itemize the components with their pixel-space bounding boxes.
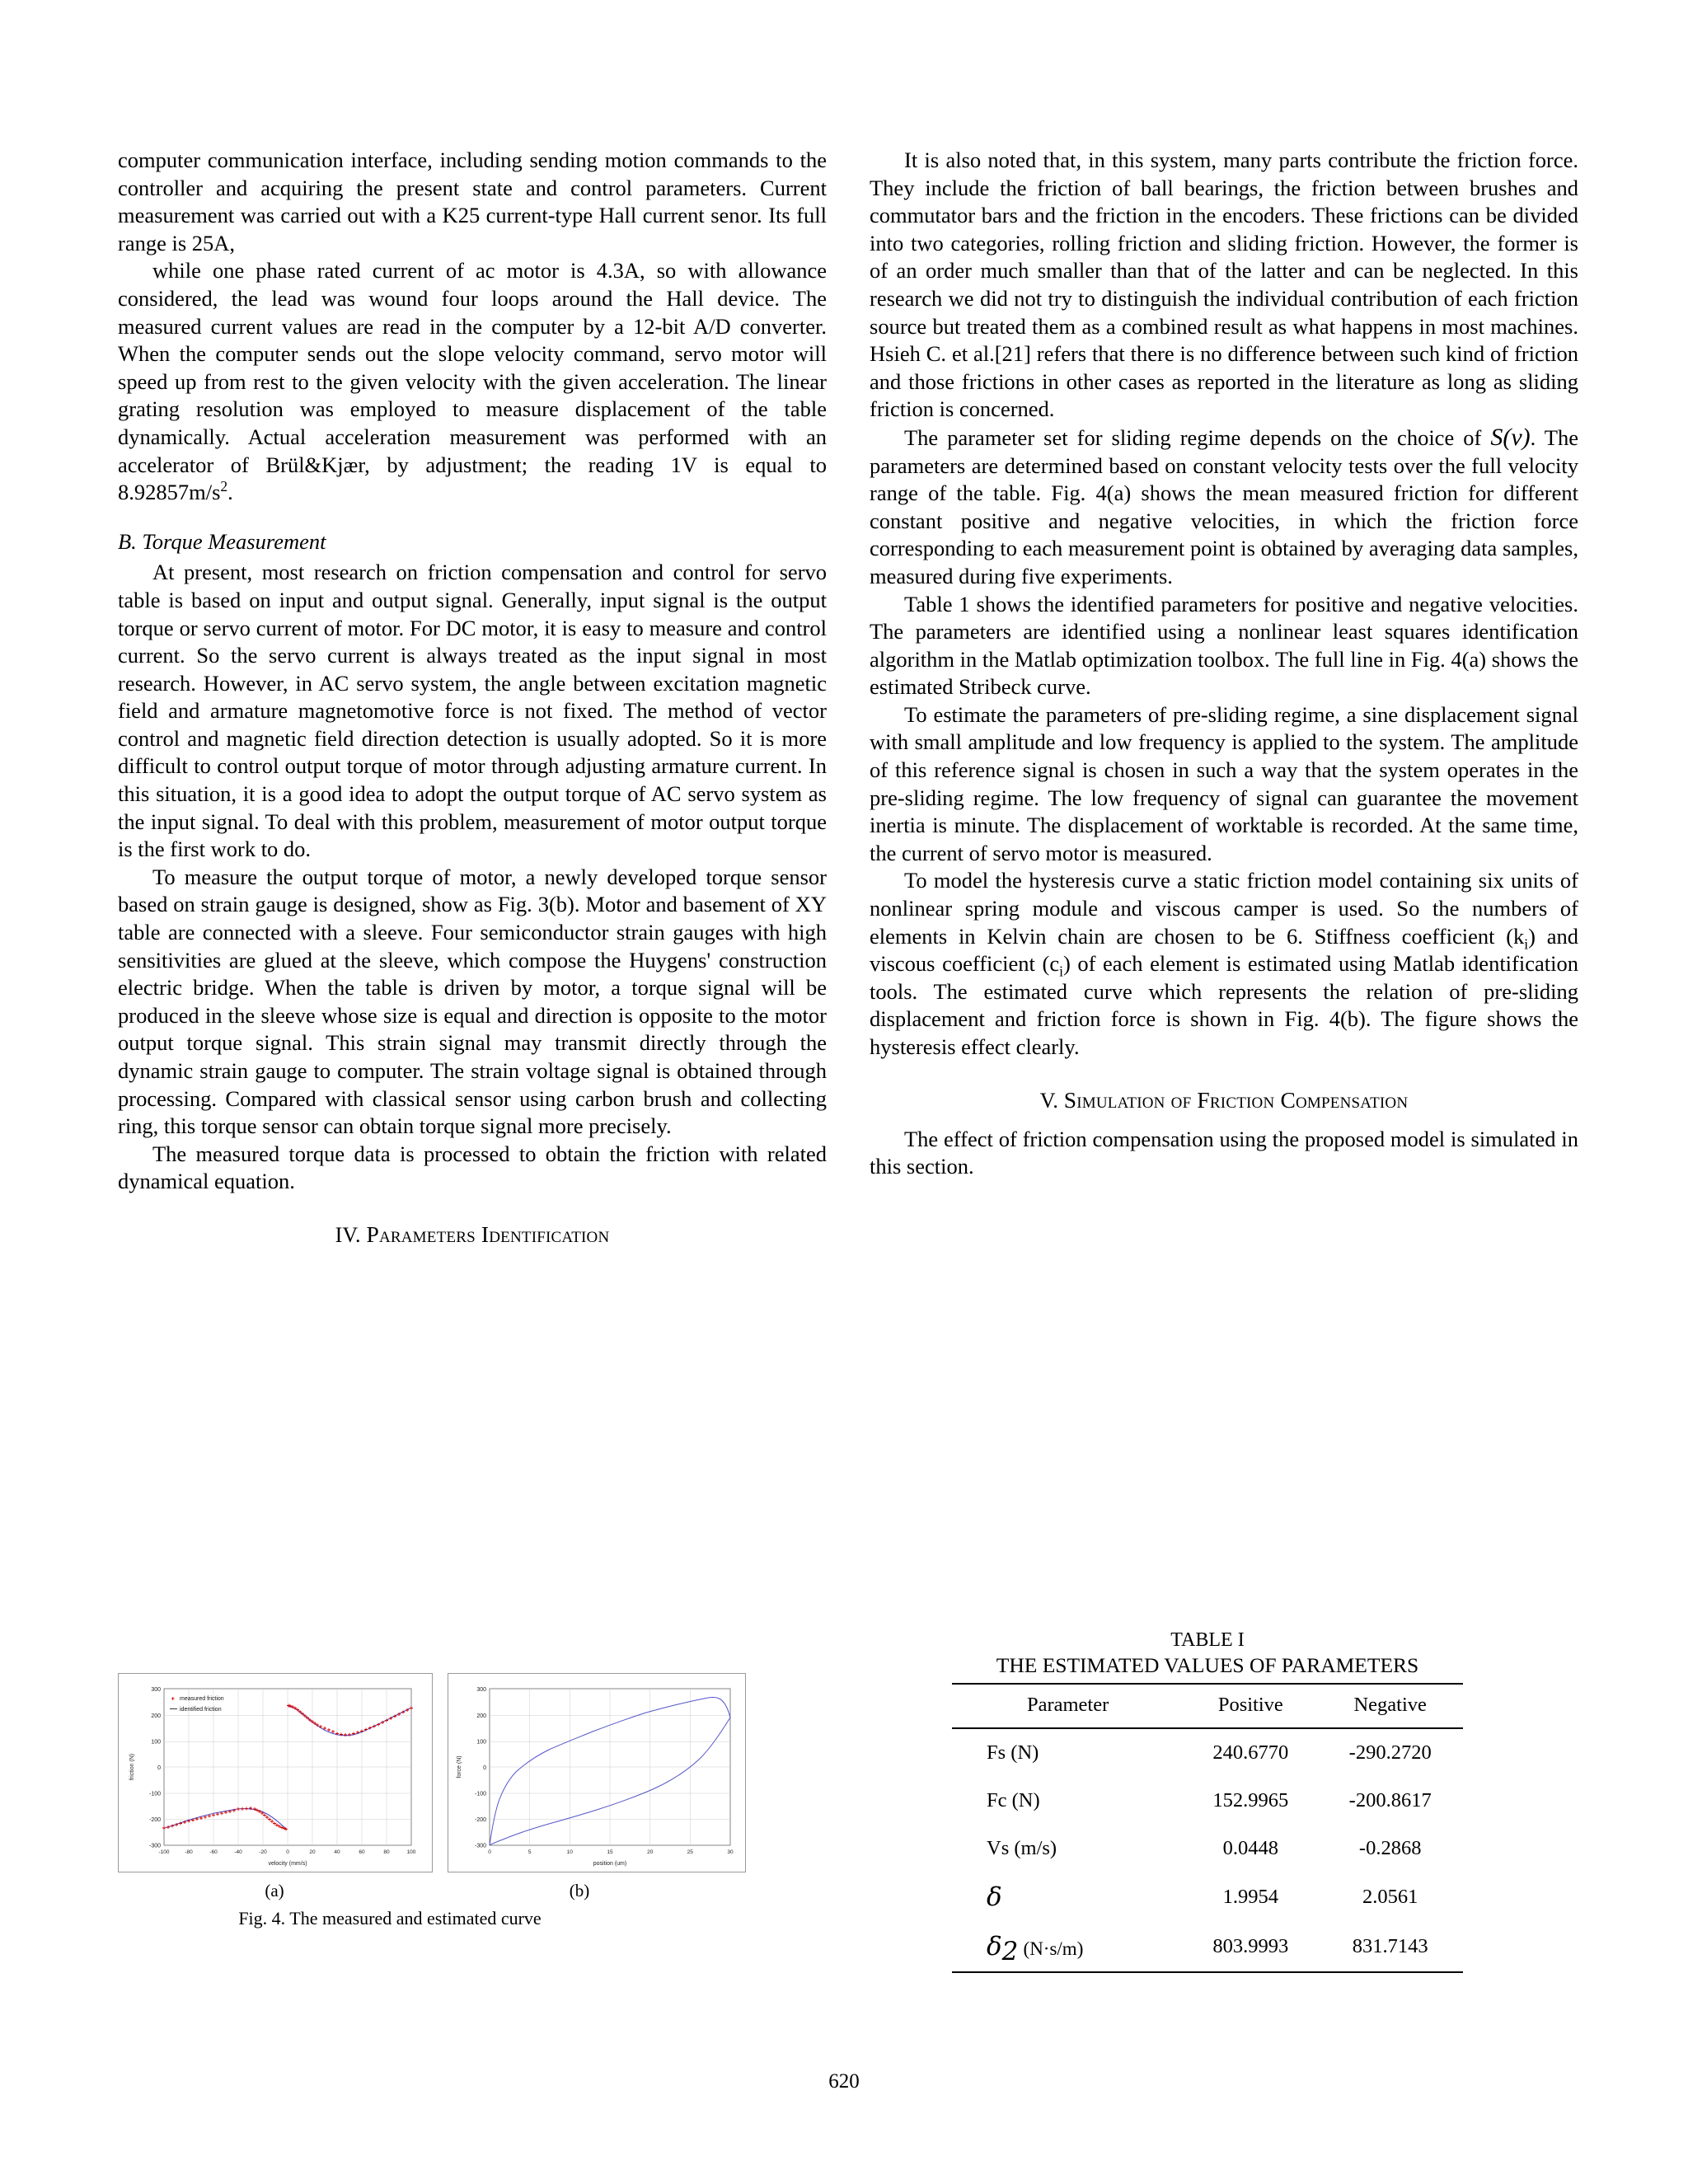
column-header-positive: Positive bbox=[1217, 1694, 1283, 1716]
table-body bbox=[952, 1728, 1463, 1972]
figure-4 bbox=[118, 1673, 827, 1929]
cell-parameter: Vs (m/s) bbox=[987, 1837, 1057, 1859]
parameters-table bbox=[952, 1683, 1463, 1973]
cell-positive: 0.0448 bbox=[1222, 1837, 1279, 1859]
subscript-i: i bbox=[1524, 935, 1529, 952]
paragraph-text: while one phase rated current of ac motor is 4.3A, so with allowance considered, the lead was wound four loops around the Hall device. The measured current values are read in the computer by a 12-bit A/D converter. When the computer sends out the slope velocity command, servo motor will speed up from rest to the given velocity with the given acceleration. The linear grating resolution was employed to measure displacement of the table dynamically. Actual acceleration measurement was performed with an accelerator of Brül&Kjær, by adjustment; the reading 1V is equal to 8.92857m/s bbox=[118, 258, 827, 505]
math-paragraph-after: . The parameters are determined based on constant velocity tests over the full velocity range of the table. Fig. 4(a) shows the mean measured friction for different constant positive and negative velocities, in which the friction force corresponding to each measurement point is obtained by averaging data samples, measured during five experiments. bbox=[870, 424, 1578, 588]
kelvin-part1: To model the hysteresis curve a static friction model containing six units of nonlinear spring module and viscous camper is used. So the numbers of elements in Kelvin chain are chosen to be 6. Stiffness coefficient (k bbox=[870, 868, 1578, 949]
table-row bbox=[952, 1728, 1463, 1777]
delta-subscript: 2 bbox=[1001, 1936, 1019, 1966]
svg-text:80: 80 bbox=[383, 1849, 390, 1855]
svg-text:15: 15 bbox=[607, 1849, 613, 1855]
cell-parameter-delta bbox=[952, 1872, 1184, 1922]
svg-text:60: 60 bbox=[359, 1849, 365, 1855]
table-subtitle: THE ESTIMATED VALUES OF PARAMETERS bbox=[996, 1653, 1419, 1677]
svg-text:30: 30 bbox=[727, 1849, 734, 1855]
svg-text:100: 100 bbox=[151, 1739, 161, 1746]
svg-text:0: 0 bbox=[483, 1765, 486, 1771]
cell-positive: 803.9993 bbox=[1212, 1935, 1289, 1957]
cell-negative: 2.0561 bbox=[1362, 1886, 1418, 1908]
cell-negative: 831.7143 bbox=[1352, 1935, 1428, 1957]
svg-text:-20: -20 bbox=[259, 1849, 267, 1855]
chart-fig4a bbox=[118, 1673, 433, 1872]
two-column-body bbox=[118, 147, 1578, 1260]
cell-parameter: Fs (N) bbox=[987, 1741, 1039, 1764]
svg-text:-200: -200 bbox=[474, 1817, 486, 1823]
figure-caption: Fig. 4. The measured and estimated curve bbox=[238, 1908, 542, 1929]
table-row bbox=[952, 1872, 1463, 1922]
section-heading-iv bbox=[118, 1221, 827, 1249]
cell-positive: 240.6770 bbox=[1212, 1741, 1289, 1764]
section-heading-v bbox=[870, 1086, 1578, 1114]
figure-sublabel-a: (a) bbox=[265, 1881, 284, 1900]
delta-unit: (N·s/m) bbox=[1023, 1938, 1084, 1959]
svg-text:-100: -100 bbox=[148, 1791, 161, 1797]
svg-text:-200: -200 bbox=[148, 1817, 161, 1823]
svg-text:10: 10 bbox=[566, 1849, 573, 1855]
chart-fig4b-svg bbox=[448, 1674, 745, 1872]
table-row bbox=[952, 1922, 1463, 1972]
paragraph-kelvin bbox=[870, 867, 1578, 1061]
table-1-block bbox=[952, 1628, 1463, 1973]
section-title: Parameters Identification bbox=[366, 1221, 610, 1247]
subsection-heading-b: B. Torque Measurement bbox=[118, 528, 326, 554]
svg-text:40: 40 bbox=[334, 1849, 340, 1855]
svg-text:100: 100 bbox=[476, 1739, 486, 1746]
svg-text:300: 300 bbox=[151, 1687, 161, 1693]
table-header bbox=[952, 1684, 1463, 1728]
svg-text:100: 100 bbox=[406, 1849, 416, 1855]
cell-positive: 152.9965 bbox=[1212, 1789, 1289, 1811]
paragraph: To estimate the parameters of pre-sliding regime, a sine displacement signal with small amplitude and low frequency is applied to the system. The amplitude of this reference signal is chosen in such a way that the system operates in the pre-sliding regime. The low frequency of signal can guarantee the movement inertia is minute. The displacement of worktable is recorded. At the same time, the current of servo motor is measured. bbox=[870, 701, 1578, 865]
figure-sublabel-b: (b) bbox=[569, 1881, 590, 1900]
svg-text:5: 5 bbox=[528, 1849, 532, 1855]
figure-sublabels bbox=[118, 1881, 827, 1901]
svg-text:0: 0 bbox=[488, 1849, 491, 1855]
svg-text:-40: -40 bbox=[234, 1849, 242, 1855]
svg-text:-80: -80 bbox=[185, 1849, 193, 1855]
math-paragraph-before: The parameter set for sliding regime depends on the choice of bbox=[904, 424, 1491, 450]
paragraph: To measure the output torque of motor, a newly developed torque sensor based on strain gauge is designed, show as Fig. 3(b). Motor and basement of XY table are connected with a sleeve. Four semiconductor strain gauges with high sensitivities are glued at the sleeve, which compose the Huygens' construction electric bridge. When the table is driven by motor, a torque signal will be produced in the sleeve whose size is equal and direction is opposite to the motor output torque signal. This strain signal may transmit directly through the dynamic strain gauge to computer. The strain voltage signal is obtained through processing. Compared with classical sensor using carbon brush and collecting ring, this torque sensor can obtain torque signal more precisely. bbox=[118, 864, 827, 1139]
page-number: 620 bbox=[828, 2070, 860, 2093]
svg-text:-100: -100 bbox=[474, 1791, 486, 1797]
cell-positive: 1.9954 bbox=[1222, 1886, 1279, 1908]
paragraph: Table 1 shows the identified parameters for positive and negative velocities. The parameters are identified using a nonlinear least squares identification algorithm in the Matlab optimization toolbox. The full line in Fig. 4(a) shows the estimated Stribeck curve. bbox=[870, 591, 1578, 700]
column-header-parameter: Parameter bbox=[1026, 1694, 1109, 1716]
cell-negative: -0.2868 bbox=[1358, 1837, 1422, 1859]
left-column bbox=[118, 147, 827, 1260]
table-row bbox=[952, 1825, 1463, 1872]
table-header-row bbox=[952, 1684, 1463, 1728]
svg-text:200: 200 bbox=[151, 1713, 161, 1719]
svg-text:20: 20 bbox=[647, 1849, 654, 1855]
paragraph: The measured torque data is processed to obtain the friction with related dynamical equation. bbox=[118, 1141, 827, 1194]
chart-fig4b-ylabel: force (N) bbox=[457, 1755, 462, 1779]
delta-symbol: δ bbox=[987, 1932, 1002, 1961]
svg-text:0: 0 bbox=[286, 1849, 289, 1855]
subscript-i: i bbox=[1059, 963, 1063, 980]
svg-text:300: 300 bbox=[476, 1687, 486, 1693]
paragraph: computer communication interface, including sending motion commands to the controller and acquiring the present state and control parameters. Current measurement was carried out with a K25 current-type Hall current senor. Its full range is 25A, bbox=[118, 148, 827, 255]
chart-fig4a-ylabel: friction (N) bbox=[129, 1753, 135, 1781]
chart-fig4b-xlabel: position (um) bbox=[593, 1861, 627, 1867]
table-title: TABLE I bbox=[1170, 1629, 1245, 1651]
svg-text:-300: -300 bbox=[474, 1843, 486, 1849]
svg-text:200: 200 bbox=[476, 1713, 486, 1719]
legend-label-measured: measured friction bbox=[180, 1696, 224, 1702]
chart-fig4a-xlabel: velocity (mm/s) bbox=[268, 1861, 307, 1867]
chart-fig4b bbox=[448, 1673, 746, 1872]
paragraph: It is also noted that, in this system, many parts contribute the friction force. They include the friction of ball bearings, the friction between brushes and commutator bars and the friction in the encoders. These frictions can be divided into two categories, rolling friction and sliding friction. However, the former is of an order much smaller than that of the latter and can be neglected. In this research we did not try to distinguish the individual contribution of each friction source but treated them as a combined result as what happens in most machines. Hsieh C. et al.[21] refers that there is no difference between such kind of friction and those frictions in other cases as reported in the literature as long as sliding friction is concerned. bbox=[870, 148, 1578, 422]
section-title: Simulation of Friction Compensation bbox=[1063, 1086, 1409, 1113]
svg-text:20: 20 bbox=[309, 1849, 316, 1855]
chart-fig4a-svg bbox=[119, 1674, 432, 1872]
kelvin-part2: ) and viscous coefficient (c bbox=[870, 923, 1578, 977]
cell-negative: -200.8617 bbox=[1348, 1789, 1432, 1811]
svg-text:-300: -300 bbox=[148, 1843, 161, 1849]
section-number: V. bbox=[1039, 1088, 1059, 1113]
superscript: 2 bbox=[220, 478, 228, 495]
section-number: IV. bbox=[335, 1222, 361, 1247]
figure-row bbox=[118, 1673, 827, 1872]
delta-symbol: δ bbox=[987, 1882, 1002, 1912]
table-row bbox=[952, 1777, 1463, 1825]
paragraph-tail: . bbox=[227, 480, 233, 505]
column-header-negative: Negative bbox=[1353, 1694, 1427, 1716]
paragraph: At present, most research on friction compensation and control for servo table is based on input and output signal. Generally, input signal is the output torque or servo current of motor. For DC motor, it is easy to measure and control current. So the servo current is always treated as the input signal in most research. However, in AC servo system, the angle between excitation magnetic field and armature magnetomotive force is not fixed. The method of vector control and magnetic field direction detection is usually adopted. So it is more difficult to control output torque of motor through adjusting armature current. In this situation, it is a good idea to adopt the output torque of AC servo system as the input signal. To deal with this problem, measurement of motor output torque is the first work to do. bbox=[118, 560, 827, 862]
svg-text:-60: -60 bbox=[209, 1849, 218, 1855]
cell-negative: -290.2720 bbox=[1348, 1741, 1432, 1764]
inline-math-s-of-v: S(v) bbox=[1490, 423, 1531, 451]
kelvin-part3: ) of each element is estimated using Matlab identification tools. The estimated curve which represents the relation of pre-sliding displacement and friction force is shown in Fig. 4(b). The figure shows the hysteresis effect clearly. bbox=[870, 951, 1578, 1059]
svg-text:-100: -100 bbox=[158, 1849, 170, 1855]
paragraph: The effect of friction compensation using the proposed model is simulated in this section. bbox=[870, 1126, 1578, 1179]
svg-text:0: 0 bbox=[157, 1765, 161, 1771]
right-column bbox=[870, 147, 1578, 1260]
cell-parameter-delta2 bbox=[952, 1922, 1184, 1972]
paragraph bbox=[118, 257, 827, 506]
paragraph-with-math bbox=[870, 424, 1578, 591]
cell-parameter: Fc (N) bbox=[987, 1789, 1040, 1811]
legend-label-identified: identified friction bbox=[180, 1707, 222, 1713]
svg-text:25: 25 bbox=[687, 1849, 693, 1855]
